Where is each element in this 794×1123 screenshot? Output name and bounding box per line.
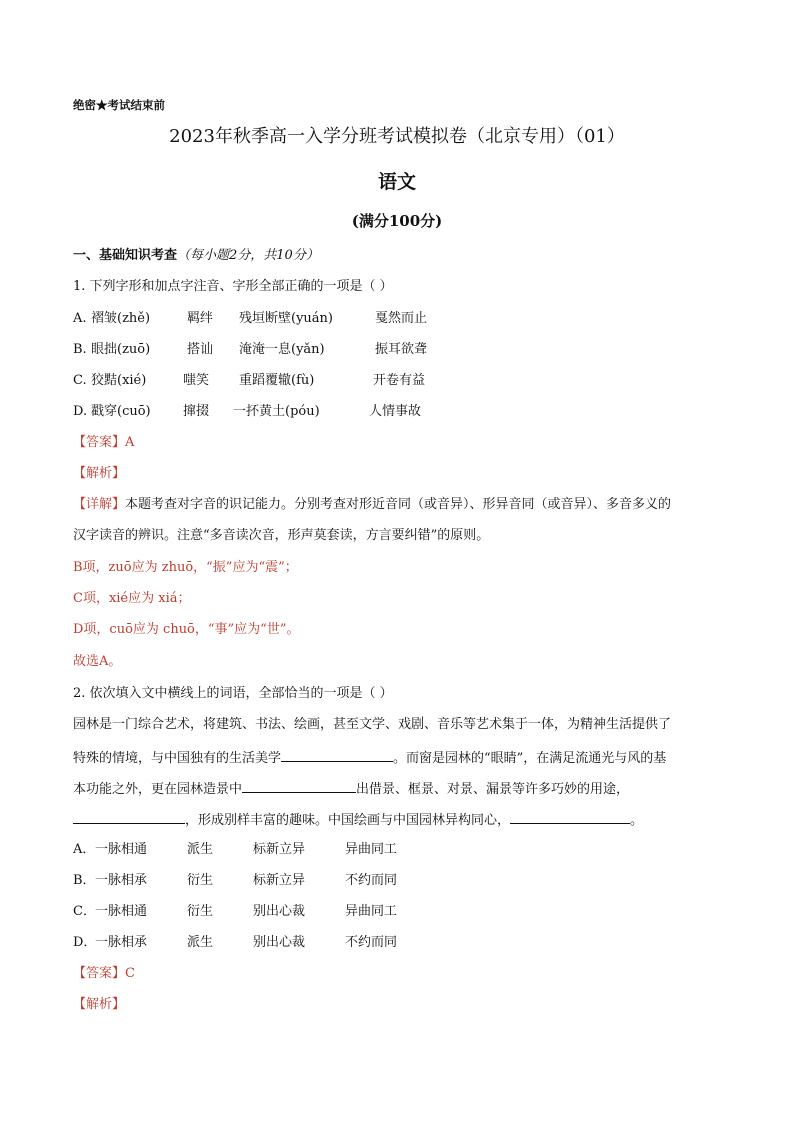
detail-d-correction: “事”应为“世”。 <box>207 622 300 637</box>
option-word: 派生 <box>187 935 214 950</box>
option-word: 不约而同 <box>345 935 398 950</box>
q2-passage-line3 <box>73 778 629 799</box>
option-word: 残垣断壁(yuán) <box>239 311 333 326</box>
option-word: 重蹈覆辙(fù) <box>239 373 315 388</box>
option-word: 别出心裁 <box>253 904 306 919</box>
option-word: 一脉相通 <box>95 842 148 857</box>
option-label: B． <box>73 873 96 888</box>
q1-option-c <box>73 372 573 390</box>
q1-option-d <box>73 403 573 421</box>
option-label: D． <box>73 935 97 950</box>
section-heading <box>73 247 319 265</box>
option-word: 开卷有益 <box>373 373 426 388</box>
q2-answer <box>73 965 135 983</box>
option-word: 羁绊 <box>187 311 214 326</box>
q1-option-b <box>73 341 573 359</box>
option-word: 衍生 <box>187 873 214 888</box>
detail-b-prefix: B项，zuō应为 zhuō， <box>73 560 207 575</box>
option-word: 一抔黄土(póu) <box>233 404 320 419</box>
option-label: C． <box>73 904 96 919</box>
q1-detail-line1 <box>73 496 671 514</box>
fill-blank-3 <box>73 809 185 824</box>
passage-text: 本功能之外，更在园林造景中 <box>73 782 243 797</box>
exam-title: 2023年秋季高一入学分班考试模拟卷（北京专用）（01） <box>169 126 625 147</box>
option-word: 衍生 <box>187 904 214 919</box>
passage-text: 。而窗是园林的“眼睛”，在满足流通光与风的基 <box>393 751 667 766</box>
answer-tag: 【答案】 <box>73 435 126 450</box>
passage-text: 。 <box>630 813 644 828</box>
confidential-label: 绝密★考试结束前 <box>73 98 165 112</box>
option-word: 派生 <box>187 842 214 857</box>
fill-blank-4 <box>510 809 630 824</box>
q2-option-c <box>73 903 573 921</box>
q2-passage-line1: 园林是一门综合艺术，将建筑、书法、绘画，甚至文学、戏剧、音乐等艺术集于一体，为精神生活提供了 <box>73 717 672 732</box>
option-word: 不约而同 <box>345 873 398 888</box>
q1-conclusion: 故选A。 <box>73 654 122 669</box>
option-word: 异曲同工 <box>345 904 398 919</box>
full-score: (满分100分) <box>351 212 443 230</box>
q2-option-a <box>73 841 573 859</box>
q1-analysis-tag: 【解析】 <box>73 466 126 481</box>
answer-tag: 【答案】 <box>73 966 126 981</box>
option-label: C. <box>73 373 87 388</box>
option-word: 戳穿(cuō) <box>91 404 151 419</box>
option-word: 淹淹一息(yǎn) <box>239 342 325 357</box>
q2-passage-line4 <box>73 809 643 830</box>
detail-d-prefix: D项，cuō应为 chuō， <box>73 622 208 637</box>
q2-passage-line2 <box>73 747 666 768</box>
option-word: 撺掇 <box>183 404 210 419</box>
subject-title: 语文 <box>377 171 416 193</box>
option-label: A． <box>73 842 96 857</box>
q1-stem: 1. 下列字形和加点字注音、字形全部正确的一项是（ ） <box>73 279 393 294</box>
passage-text: ，形成别样丰富的趣味。中国绘画与中国园林异构同心， <box>185 813 511 828</box>
q1-answer <box>73 434 134 452</box>
option-label: D. <box>73 404 88 419</box>
option-label: B. <box>73 342 87 357</box>
answer-value: C <box>125 966 135 981</box>
passage-text: 特殊的情境，与中国独有的生活美学 <box>73 751 282 766</box>
option-word: 人情事故 <box>369 404 422 419</box>
option-word: 标新立异 <box>253 842 306 857</box>
passage-text: 出借景、框景、对景、漏景等许多巧妙的用途， <box>356 782 630 797</box>
option-word: 狡黠(xié) <box>91 373 147 388</box>
q1-option-a <box>73 310 573 328</box>
option-word: 一脉相承 <box>95 873 148 888</box>
option-word: 戛然而止 <box>375 311 428 326</box>
q2-option-b <box>73 872 573 890</box>
option-word: 异曲同工 <box>345 842 398 857</box>
section-title: 一、基础知识考查 <box>73 248 178 263</box>
fill-blank-2 <box>242 778 356 793</box>
answer-value: A <box>125 435 135 450</box>
fill-blank-1 <box>281 747 393 762</box>
q2-analysis-tag: 【解析】 <box>73 997 126 1012</box>
option-word: 嗤笑 <box>183 373 210 388</box>
section-note: （每小题2分，共10分） <box>177 248 319 263</box>
detail-b-correction: “振”应为“震”； <box>206 560 298 575</box>
q1-detail-b <box>73 559 298 577</box>
q2-stem: 2. 依次填入文中横线上的词语，全部恰当的一项是（ ） <box>73 686 393 701</box>
q1-detail-line2: 汉字读音的辨识。注意“多音读次音，形声莫套读，方言要纠错”的原则。 <box>73 528 490 543</box>
option-label: A. <box>73 311 87 326</box>
q1-detail-d <box>73 621 299 639</box>
option-word: 标新立异 <box>253 873 306 888</box>
option-word: 别出心裁 <box>253 935 306 950</box>
detail-text: 本题考查对字音的识记能力。分别考查对形近音同（或音异）、形异音同（或音异）、多音多义的 <box>125 497 672 512</box>
option-word: 一脉相承 <box>95 935 148 950</box>
detail-tag: 【详解】 <box>73 497 126 512</box>
option-word: 眼拙(zuō) <box>91 342 151 357</box>
option-word: 褶皱(zhě) <box>91 311 151 326</box>
option-word: 搭讪 <box>187 342 214 357</box>
q2-option-d <box>73 934 573 952</box>
q1-detail-c: C项，xié应为 xiá； <box>73 591 191 606</box>
option-word: 振耳欲聋 <box>375 342 428 357</box>
option-word: 一脉相通 <box>95 904 148 919</box>
